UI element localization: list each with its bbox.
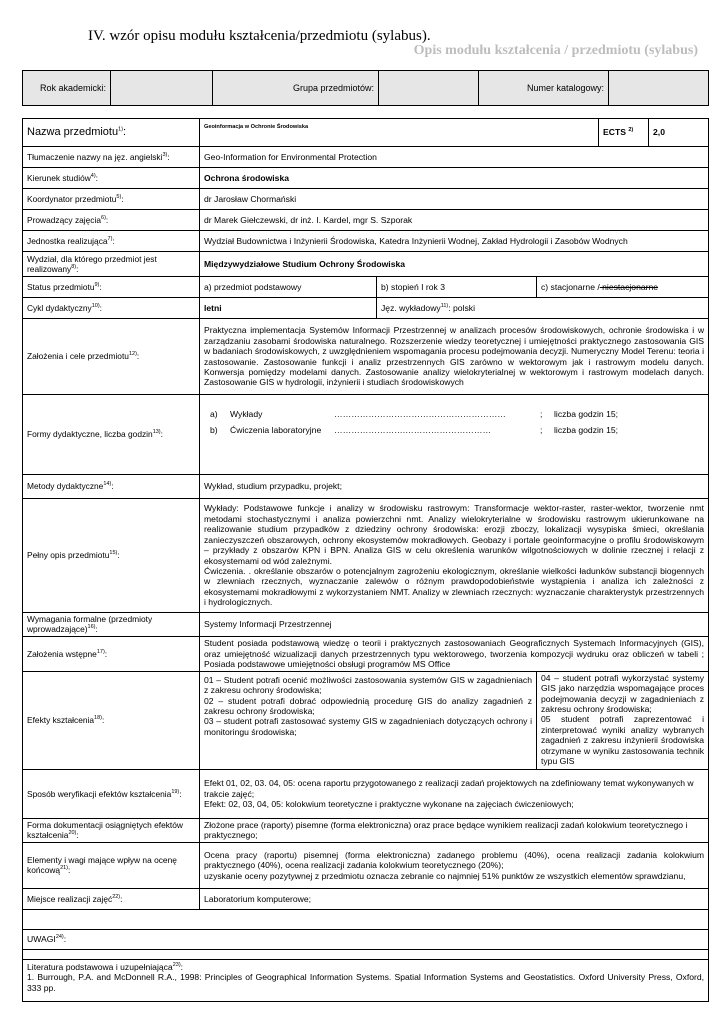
header-meta-table: [22, 70, 709, 106]
spacer-row: [23, 909, 709, 929]
status-type: a) przedmiot podstawowy: [200, 277, 377, 298]
group-label: Grupa przedmiotów:: [213, 71, 379, 106]
weights-label: Elementy i wagi mające wpływ na ocenę końcową$^{21)}$:: [23, 842, 200, 888]
document-title: IV. wzór opisu modułu kształcenia/przedmiotu (sylabus).: [88, 28, 431, 44]
place-label: Miejsce realizacji zajęć$^{22)}$:: [23, 888, 200, 909]
verification-label: Sposób weryfikacji efektów kształcenia$^{19)}$:: [23, 769, 200, 818]
catalog-value: [609, 71, 709, 106]
full-description-label: Pełny opis przedmiotu$^{15)}$:: [23, 499, 200, 613]
course-name-label: Nazwa przedmiotu$^{1)}$:: [23, 119, 200, 147]
language-value: Jęz. wykładowy$^{11)}$: polski: [377, 298, 709, 319]
methods-label: Metody dydaktyczne$^{14)}$:: [23, 475, 200, 499]
group-value: [379, 71, 479, 106]
unit-value: Wydział Budownictwa i Inżynierii Środowiska, Katedra Inżynierii Wodnej, Zakład Hydrologii i Zasobów Wodnych: [200, 231, 709, 252]
documentation-label: Forma dokumentacji osiągniętych efektów kształcenia$^{20)}$:: [23, 818, 200, 842]
full-description-value: Wykłady: Podstawowe funkcje i analizy w środowisku rastrowym: Transformacje wektor-raster, raster-wektor, tworzenie nmt metodami stochastycznymi i analiza powierzchni nmt. Analizy wielokryterialne w środowisku rastrowym ukierunkowane na realizowanie studium przypadków z dziedziny ochrony środowiska: erozji zboczy, lokalizacji wysypiska śmieci, określania zanieczyszczeń obszarowych, ochrony ekosystemów mokradłowych. Geobazy i portale geoinformacyjne o profilu środowiskowym – przykłady z obszarów KPN i BPN. Analiza GIS w celu określenia warunków wilgotnościowych w dolinie rzecznej i relacji z ekosystemami od wód zależnymi. Ćwiczenia. . określanie obszarów o potencjalnym zagrożeniu ekologicznym, określanie wielkości ładunków substancji biogennych w zlewniach rzecznych, wyznaczanie zalewów o różnym prawdopodobieństwie wystąpienia i analiza ich zależności z ekosystemami mokradłowymi z wykorzystaniem NMT. Analizy w zlewniach rzecznych: wyznaczanie charakterystyk przestrzennych i hydrologicznych.: [200, 499, 709, 613]
outcomes-left: 01 – Student potrafi ocenić możliwości zastosowania systemów GIS w zagadnieniach z zakresu ochrony środowiska; 02 – student potrafi dobrać odpowiednią procedurę GIS do analizy zagadnień z zakresu ochrony środowiska; 03 – student potrafi zastosować systemy GIS w zagadnieniach dotyczących ochrony i monitoringu środowiska;: [200, 671, 537, 769]
verification-value: Efekt 01, 02, 03. 04, 05: ocena raportu przygotowanego z realizacji zadań projektowych na zdefiniowany temat wykonywanych w trakcie zajęć; Efekt: 02, 03, 04, 05: kolokwium teoretyczne i praktyczne wykonane na zajęciach ćwiczeniowych;: [200, 769, 709, 818]
goals-value: Praktyczna implementacja Systemów Informacji Przestrzennej w analizach procesów środowiskowych, ochronie środowiska i w zarządzaniu zasobami środowiska naturalnego. Rozszerzenie wiedzy teoretycznej i umiejętności praktycznego zastosowania GIS w badaniach środowiskowych, z uwzględnieniem wspomagania procesu podejmowania decyzji. Numeryczny Model Terenu: teoria i zastosowanie. Zastosowanie funkcji i analiz przestrzennych GIS zarówno w wektorowym jak i rastrowym modelu danych. Konwersja pomiędzy modelami danych. Zastosowanie analizy wielokryterialnej w wektorowym i rastrowym modelach danych. Zastosowanie GIS w hydrologii, inżynierii i studiach środowiskowych: [200, 319, 709, 395]
prerequisites-label: Założenia wstępne$^{17)}$:: [23, 636, 200, 671]
cycle-label: Cykl dydaktyczny$^{10)}$:: [23, 298, 200, 319]
status-label: Status przedmiotu$^{9)}$:: [23, 277, 200, 298]
spacer-row: [23, 949, 709, 959]
translation-value: Geo-Information for Environmental Protection: [200, 147, 709, 168]
methods-value: Wykład, studium przypadku, projekt;: [200, 475, 709, 499]
teachers-label: Prowadzący zajęcia$^{6)}$:: [23, 210, 200, 231]
prerequisites-value: Student posiada podstawową wiedzę o teorii i praktycznych zastosowaniach Geograficznych Systemach Informacyjnych (GIS), oraz umiejętność wizualizacji danych przestrzennych typu wektorowego, tworzenia kompozycji wydruku oraz obliczeń w tabeli ; Posiada podstawowe umiejętności obsługi programów MS Office: [200, 636, 709, 671]
ects-label: ECTS $^{2)}$: [599, 119, 649, 147]
weights-value: Ocena pracy (raportu) pisemnej (forma elektroniczna) zadanego problemu (40%), ocena realizacji zadania kolokwium praktycznego (40%), ocena realizacji zadania kolokwium teoretycznego (20%); uzyskanie oceny pozytywnej z przedmiotu oznacza zebranie co najmniej 51% punktów ze wszystkich elementów sprawdzianu,: [200, 842, 709, 888]
place-value: Laboratorium komputerowe;: [200, 888, 709, 909]
outcomes-right: 04 – student potrafi wykorzystać systemy GIS jako narzędzia wspomagające proces podejmowania decyzji w zagadnieniach z zakresu ochrony środowiska; 05 student potrafi zaprezentować i zinterpretować wyniki analizy wybranych zagadnień z zakresu inżynierii środowiska otrzymane w wyniku zastosowania technik typu GIS: [537, 671, 709, 769]
faculty-label: Wydział, dla którego przedmiot jest realizowany$^{8)}$:: [23, 252, 200, 277]
formal-requirements-label: Wymagania formalne (przedmioty wprowadzające)$^{16)}$:: [23, 613, 200, 637]
cycle-value: letni: [200, 298, 377, 319]
status-level: b) stopień I rok 3: [377, 277, 537, 298]
coordinator-value: dr Jarosław Chormański: [200, 189, 709, 210]
faculty-value: Międzywydziałowe Studium Ochrony Środowiska: [200, 252, 709, 277]
status-mode: c) stacjonarne / niestacjonarne: [537, 277, 709, 298]
academic-year-value: [111, 71, 213, 106]
literature-row: Literatura podstawowa i uzupełniająca$^{23)}$: 1. Burrough, P.A. and McDonnell R.A., 1998: Principles of Geographical Information Systems. Spatial Information Systems and Geostatistics. Oxford University Press, Oxford, 333 pp.: [23, 959, 709, 1001]
course-name-value: Geoinformacja w Ochronie Środowiska: [200, 119, 599, 147]
notes-row: UWAGI$^{24)}$:: [23, 929, 709, 949]
ects-value: 2,0: [649, 119, 709, 147]
catalog-label: Numer katalogowy:: [479, 71, 609, 106]
syllabus-table: [22, 118, 709, 1002]
field-value: Ochrona środowiska: [200, 168, 709, 189]
formal-requirements-value: Systemy Informacji Przestrzennej: [200, 613, 709, 637]
forms-list: [200, 395, 709, 475]
goals-label: Założenia i cele przedmiotu$^{12)}$:: [23, 319, 200, 395]
documentation-value: Złożone prace (raporty) pisemne (forma elektroniczna) oraz prace będące wynikiem realizacji zadań kolokwium teoretycznego i praktycznego;: [200, 818, 709, 842]
field-label: Kierunek studiów$^{4)}$:: [23, 168, 200, 189]
academic-year-label: Rok akademicki:: [23, 71, 111, 106]
forms-item: a) Wykłady …………………………………………………… ; liczba godzin 15;: [210, 409, 619, 419]
outcomes-label: Efekty kształcenia$^{18)}$:: [23, 671, 200, 769]
teachers-value: dr Marek Giełczewski, dr inż. I. Kardel, mgr S. Szporak: [200, 210, 709, 231]
document-subtitle: Opis modułu kształcenia / przedmiotu (sylabus): [413, 43, 698, 58]
unit-label: Jednostka realizująca$^{7)}$:: [23, 231, 200, 252]
forms-item: b) Ćwiczenia laboratoryjne …………………….………………………… ; liczba godzin 15;: [210, 425, 619, 436]
translation-label: Tłumaczenie nazwy na jęz. angielski$^{3)}$:: [23, 147, 200, 168]
forms-label: Formy dydaktyczne, liczba godzin$^{13)}$:: [23, 395, 200, 475]
coordinator-label: Koordynator przedmiotu$^{5)}$:: [23, 189, 200, 210]
